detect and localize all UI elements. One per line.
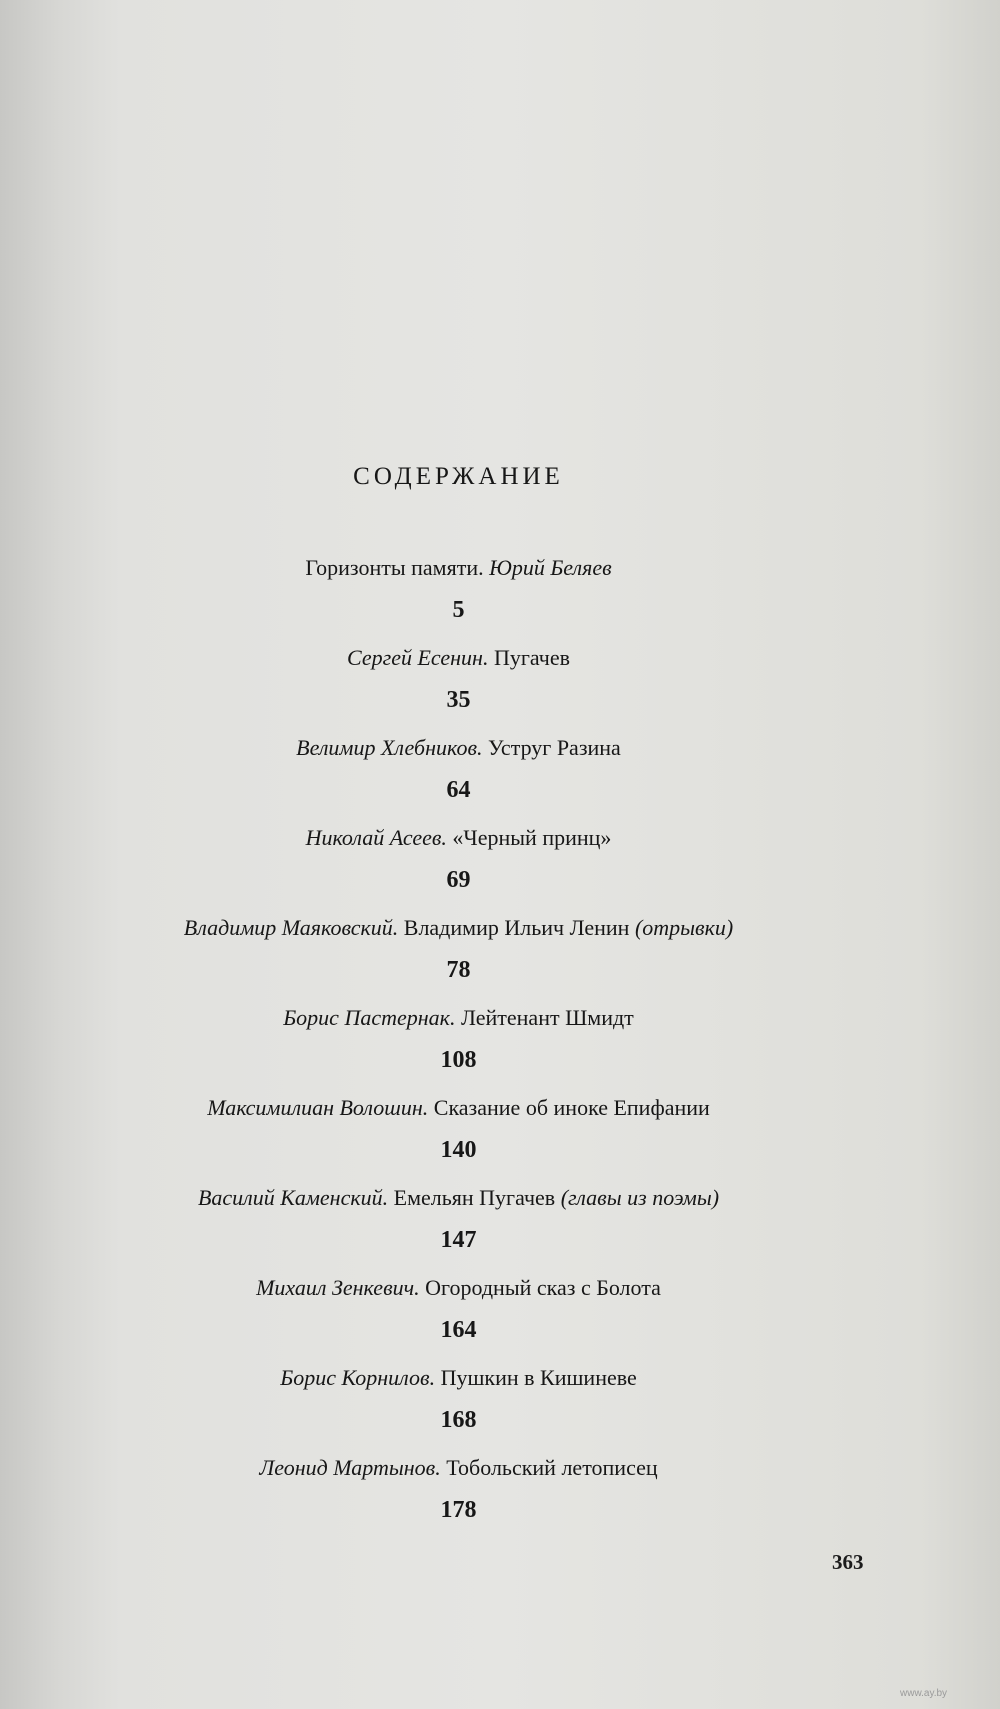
toc-page-number: 35 bbox=[446, 687, 471, 713]
toc-work: Уструг Разина bbox=[482, 735, 621, 760]
toc-author: Борис Корнилов. bbox=[280, 1365, 436, 1390]
toc-entry bbox=[0, 908, 917, 998]
toc-entry bbox=[0, 818, 917, 908]
toc-entry bbox=[0, 1088, 917, 1178]
toc-entry-line bbox=[0, 1268, 917, 1308]
toc-entry-line bbox=[0, 998, 917, 1038]
toc-work: Пушкин в Кишиневе bbox=[435, 1365, 637, 1390]
toc-author: Василий Каменский. bbox=[197, 1185, 389, 1210]
toc-page-number: 168 bbox=[440, 1407, 477, 1433]
toc-entry bbox=[0, 728, 917, 818]
toc-list bbox=[0, 548, 917, 1538]
toc-entry bbox=[0, 1268, 917, 1358]
toc-entry bbox=[0, 638, 917, 728]
toc-work: Владимир Ильич Ленин bbox=[398, 915, 635, 940]
watermark-text: www.ay.by bbox=[900, 1688, 948, 1699]
toc-entry-line bbox=[0, 1358, 917, 1398]
toc-author: Михаил Зенкевич. bbox=[256, 1275, 420, 1300]
toc-entry-line bbox=[0, 1178, 917, 1218]
toc-author: Борис Пастернак. bbox=[283, 1005, 456, 1030]
page-number: 363 bbox=[832, 1550, 864, 1574]
toc-entry-line bbox=[0, 1088, 917, 1128]
toc-author: Максимилиан Волошин. bbox=[207, 1095, 429, 1120]
toc-work: Лейтенант Шмидт bbox=[455, 1005, 634, 1030]
toc-entry bbox=[0, 1358, 917, 1448]
toc-author: Владимир Маяковский. bbox=[183, 915, 399, 940]
page-title: СОДЕРЖАНИЕ bbox=[353, 463, 564, 490]
toc-note: (отрывки) bbox=[634, 915, 734, 940]
toc-entry-line bbox=[0, 638, 917, 678]
toc-entry-line bbox=[0, 818, 917, 858]
toc-work: Тобольский летописец bbox=[440, 1455, 658, 1480]
toc-entry-line bbox=[0, 728, 917, 768]
toc-page-number: 147 bbox=[440, 1227, 477, 1253]
toc-page-number: 108 bbox=[440, 1047, 477, 1073]
toc-note: (главы из поэмы) bbox=[560, 1185, 720, 1210]
toc-entry-line bbox=[0, 1448, 917, 1488]
toc-page-number: 5 bbox=[452, 597, 465, 623]
toc-entry bbox=[0, 1448, 917, 1538]
toc-author: Юрий Беляев bbox=[489, 555, 612, 580]
toc-author: Сергей Есенин. bbox=[347, 645, 489, 670]
toc-page-number: 164 bbox=[440, 1317, 477, 1343]
toc-page-number: 140 bbox=[440, 1137, 477, 1163]
toc-entry bbox=[0, 1178, 917, 1268]
toc-author: Леонид Мартынов. bbox=[259, 1455, 441, 1480]
toc-entry bbox=[0, 998, 917, 1088]
toc-page-number: 178 bbox=[440, 1497, 477, 1523]
toc-work: Огородный сказ с Болота bbox=[419, 1275, 661, 1300]
toc-work: «Черный принц» bbox=[446, 825, 612, 850]
toc-page-number: 69 bbox=[446, 867, 471, 893]
toc-page-number: 78 bbox=[446, 957, 471, 983]
toc-entry bbox=[0, 548, 917, 638]
toc-author: Велимир Хлебников. bbox=[296, 735, 483, 760]
toc-title-prefix: Горизонты памяти. bbox=[305, 555, 490, 580]
toc-work: Сказание об иноке Епифании bbox=[428, 1095, 710, 1120]
toc-entry-line bbox=[0, 908, 917, 948]
toc-author: Николай Асеев. bbox=[305, 825, 447, 850]
toc-page-number: 64 bbox=[446, 777, 471, 803]
toc-work: Емельян Пугачев bbox=[388, 1185, 561, 1210]
toc-entry-line bbox=[0, 548, 917, 588]
toc-work: Пугачев bbox=[488, 645, 570, 670]
